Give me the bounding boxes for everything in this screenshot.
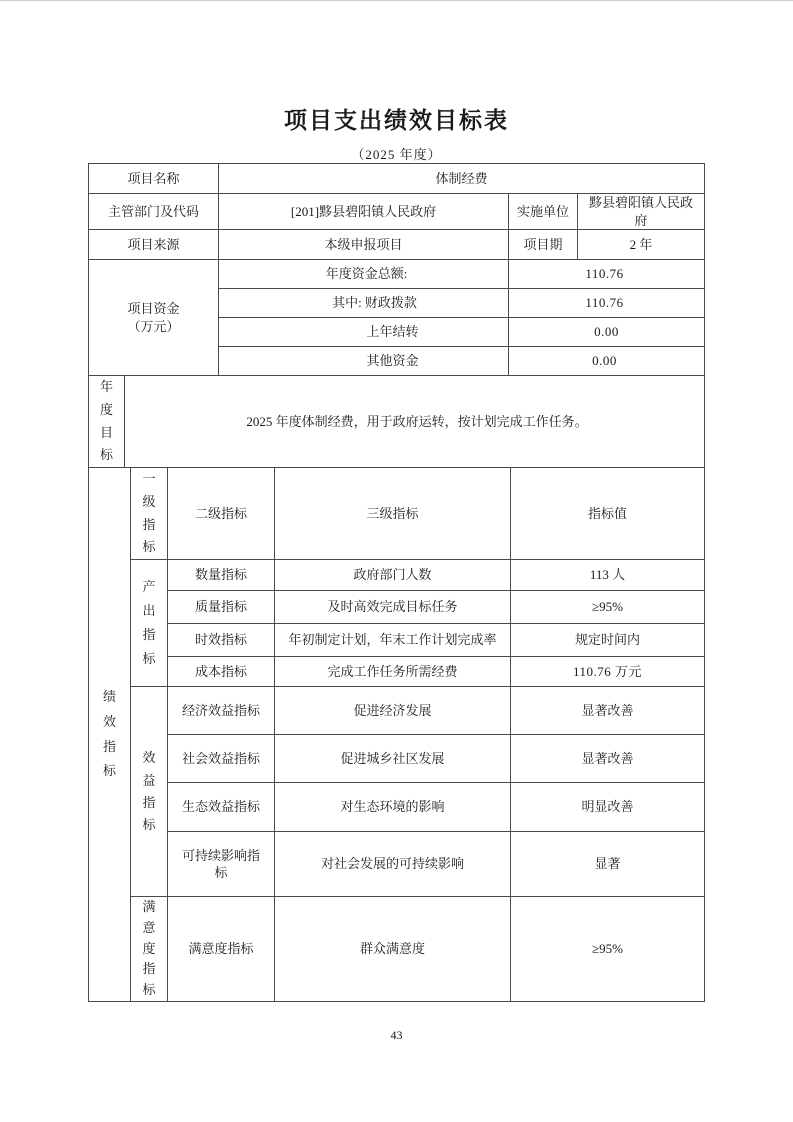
header-level1: 一级指标 bbox=[131, 468, 168, 560]
funding-label-line1: 项目资金 bbox=[127, 301, 180, 317]
page-title: 项目支出绩效目标表 bbox=[284, 108, 509, 133]
indicator-level2: 时效指标 bbox=[168, 624, 275, 657]
funding-label bbox=[89, 260, 219, 376]
indicator-value: 110.76 万元 bbox=[511, 657, 705, 687]
annual-target-text: 2025 年度体制经费，用于政府运转，按计划完成工作任务。 bbox=[125, 376, 705, 468]
funding-label-line2: （万元） bbox=[127, 318, 180, 334]
project-funding-table bbox=[88, 259, 705, 376]
dept-value: [201]黟县碧阳镇人民政府 bbox=[219, 194, 509, 230]
page-subtitle: （2025 年度） bbox=[351, 147, 442, 162]
indicator-level2: 满意度指标 bbox=[168, 897, 275, 1002]
project-name-label: 项目名称 bbox=[89, 164, 219, 194]
indicator-level2: 成本指标 bbox=[168, 657, 275, 687]
group-label-output: 产出指标 bbox=[131, 560, 168, 687]
funding-other-value: 0.00 bbox=[509, 347, 705, 376]
table-row bbox=[89, 230, 705, 260]
indicator-level2: 质量指标 bbox=[168, 591, 275, 624]
table-row bbox=[89, 194, 705, 230]
indicators-side-label: 绩效指标 bbox=[89, 468, 131, 1002]
header-level2: 二级指标 bbox=[168, 468, 275, 560]
funding-fiscal-value: 110.76 bbox=[509, 289, 705, 318]
indicator-value: 规定时间内 bbox=[511, 624, 705, 657]
indicator-value: 明显改善 bbox=[511, 783, 705, 832]
impl-unit-label: 实施单位 bbox=[509, 194, 578, 230]
annual-target-table bbox=[88, 375, 705, 468]
table-row bbox=[89, 624, 705, 657]
group-label-benefit: 效益指标 bbox=[131, 687, 168, 897]
table-row bbox=[89, 260, 705, 289]
indicator-level2: 生态效益指标 bbox=[168, 783, 275, 832]
table-row bbox=[89, 783, 705, 832]
page-number: 43 bbox=[390, 1028, 403, 1042]
period-value: 2 年 bbox=[578, 230, 705, 260]
table-row bbox=[89, 560, 705, 591]
project-name-value: 体制经费 bbox=[219, 164, 705, 194]
funding-carryover-value: 0.00 bbox=[509, 318, 705, 347]
indicator-level3: 对社会发展的可持续影响 bbox=[275, 832, 511, 897]
funding-other-label: 其他资金 bbox=[219, 347, 509, 376]
indicators-header-row bbox=[89, 468, 705, 560]
indicators-table bbox=[88, 467, 705, 1002]
indicator-level3: 年初制定计划，年末工作计划完成率 bbox=[275, 624, 511, 657]
indicator-level3: 群众满意度 bbox=[275, 897, 511, 1002]
group-label-satisfaction: 满意度指标 bbox=[131, 897, 168, 1002]
indicator-level3: 及时高效完成目标任务 bbox=[275, 591, 511, 624]
indicator-level3: 完成工作任务所需经费 bbox=[275, 657, 511, 687]
indicator-level2: 数量指标 bbox=[168, 560, 275, 591]
indicator-level3: 对生态环境的影响 bbox=[275, 783, 511, 832]
indicator-value: ≥95% bbox=[511, 897, 705, 1002]
indicator-level3: 政府部门人数 bbox=[275, 560, 511, 591]
table-row bbox=[89, 735, 705, 783]
project-info-table bbox=[88, 163, 705, 260]
indicator-level2: 社会效益指标 bbox=[168, 735, 275, 783]
period-label: 项目期 bbox=[509, 230, 578, 260]
header-value: 指标值 bbox=[511, 468, 705, 560]
table-row bbox=[89, 897, 705, 1002]
indicator-level2: 经济效益指标 bbox=[168, 687, 275, 735]
funding-fiscal-label: 其中: 财政拨款 bbox=[219, 289, 509, 318]
table-row bbox=[89, 687, 705, 735]
annual-target-label: 年度目标 bbox=[89, 376, 125, 468]
indicator-level3: 促进经济发展 bbox=[275, 687, 511, 735]
funding-carryover-label: 上年结转 bbox=[219, 318, 509, 347]
indicator-value: 113 人 bbox=[511, 560, 705, 591]
indicator-value: 显著改善 bbox=[511, 735, 705, 783]
table-row bbox=[89, 657, 705, 687]
funding-total-value: 110.76 bbox=[509, 260, 705, 289]
table-row bbox=[89, 591, 705, 624]
header-level3: 三级指标 bbox=[275, 468, 511, 560]
table-row bbox=[89, 376, 705, 468]
indicator-value: 显著改善 bbox=[511, 687, 705, 735]
dept-label: 主管部门及代码 bbox=[89, 194, 219, 230]
indicator-level2: 可持续影响指标 bbox=[168, 832, 275, 897]
source-value: 本级申报项目 bbox=[219, 230, 509, 260]
performance-target-table bbox=[88, 164, 704, 1002]
impl-unit-value: 黟县碧阳镇人民政府 bbox=[578, 194, 705, 230]
indicator-level3: 促进城乡社区发展 bbox=[275, 735, 511, 783]
source-label: 项目来源 bbox=[89, 230, 219, 260]
funding-total-label: 年度资金总额: bbox=[219, 260, 509, 289]
table-row bbox=[89, 164, 705, 194]
table-row bbox=[89, 832, 705, 897]
indicator-value: ≥95% bbox=[511, 591, 705, 624]
indicator-value: 显著 bbox=[511, 832, 705, 897]
